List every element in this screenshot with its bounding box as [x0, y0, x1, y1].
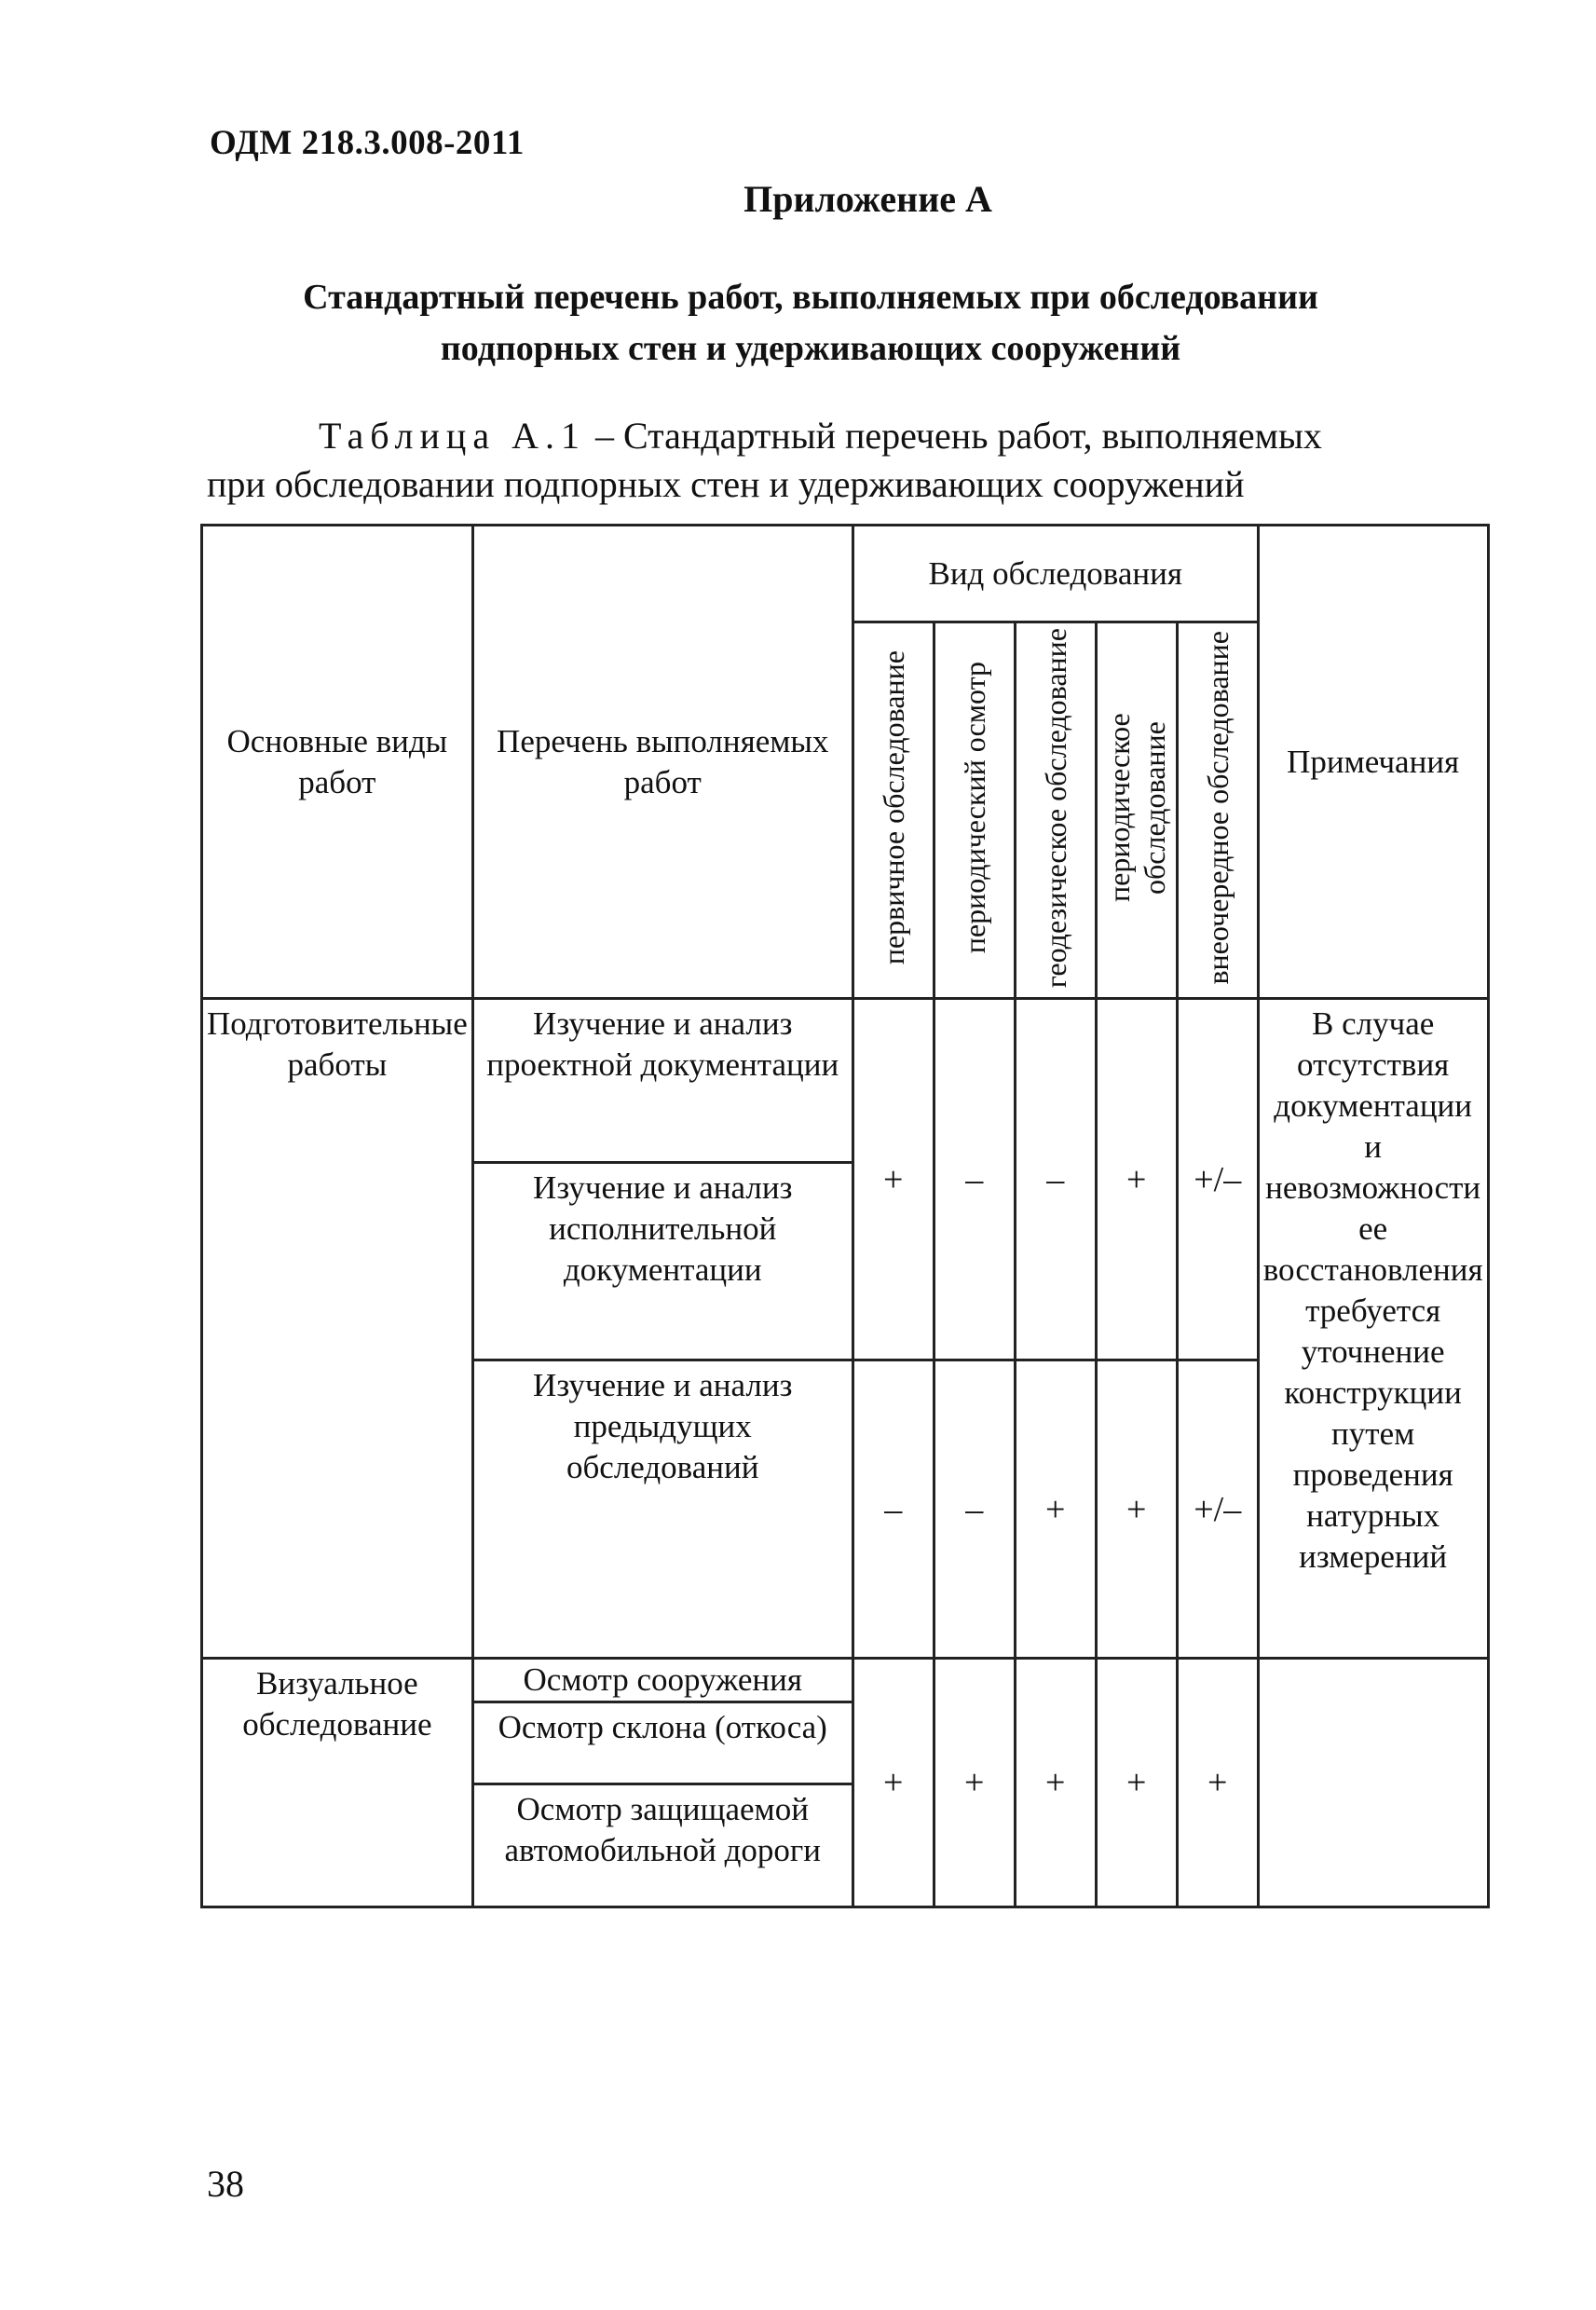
header-survey-col-2 [934, 622, 1015, 999]
mark-cell: + [1096, 999, 1177, 1360]
header-survey-col-4 [1096, 622, 1177, 999]
survey-col-label: периодическое обследование [1101, 713, 1171, 903]
work-cell: Осмотр защищаемой автомобильной дороги [472, 1784, 853, 1907]
mark-cell: + [934, 1659, 1015, 1907]
survey-col-label: внеочередное обследование [1200, 631, 1235, 985]
work-cell: Осмотр сооружения [472, 1659, 853, 1702]
mark-cell: – [853, 1360, 934, 1659]
mark-cell: + [853, 999, 934, 1360]
header-survey-type: Вид обследования [853, 526, 1258, 622]
mark-cell: + [1015, 1360, 1096, 1659]
heading-line-2: подпорных стен и удерживающих сооружений [440, 329, 1181, 368]
mark-cell: – [934, 999, 1015, 1360]
main-type-cell: Визуальное обследование [202, 1659, 473, 1907]
work-cell: Изучение и анализ проектной документации [472, 999, 853, 1163]
header-survey-col-5 [1177, 622, 1258, 999]
page-number: 38 [207, 2163, 244, 2205]
note-cell: В случае отсутствия документации и невозможности ее восстановления требуется уточнение конструкции путем проведения натурных измерений [1258, 999, 1488, 1659]
mark-cell: – [934, 1360, 1015, 1659]
header-survey-col-1 [853, 622, 934, 999]
main-type-cell: Подготовительные работы [202, 999, 473, 1659]
document-code: ОДМ 218.3.008-2011 [210, 124, 525, 162]
caption-line-1 [207, 412, 1409, 460]
appendix-title: Приложение А [743, 178, 992, 220]
work-cell: Изучение и анализ исполнительной документации [472, 1163, 853, 1360]
page-heading [205, 272, 1416, 375]
caption-text-part1: – Стандартный перечень работ, выполняемых [585, 415, 1322, 457]
mark-cell: + [1015, 1659, 1096, 1907]
header-survey-col-3 [1015, 622, 1096, 999]
mark-cell: + [853, 1659, 934, 1907]
caption-text-part2: при обследовании подпорных стен и удерживающих сооружений [207, 463, 1245, 505]
note-cell [1258, 1659, 1488, 1907]
table-row [202, 999, 1489, 1163]
header-works-list: Перечень выполняемых работ [472, 526, 853, 999]
header-notes: Примечания [1258, 526, 1488, 999]
survey-works-table [200, 524, 1490, 1908]
mark-cell: + [1096, 1360, 1177, 1659]
table-caption [207, 412, 1409, 509]
survey-col-label: периодический осмотр [957, 662, 991, 954]
mark-cell: +/– [1177, 1360, 1258, 1659]
mark-cell: +/– [1177, 999, 1258, 1360]
survey-col-label: первичное обследование [876, 650, 910, 965]
work-cell: Изучение и анализ предыдущих обследований [472, 1360, 853, 1659]
header-main-types: Основные виды работ [202, 526, 473, 999]
survey-col-label: геодезическое обследование [1038, 627, 1072, 989]
table-row [202, 1659, 1489, 1702]
caption-label: Таблица А.1 [319, 415, 586, 457]
header-row-1 [202, 526, 1489, 622]
heading-line-1: Стандартный перечень работ, выполняемых при обследовании [303, 278, 1318, 317]
mark-cell: + [1096, 1659, 1177, 1907]
mark-cell: – [1015, 999, 1096, 1360]
mark-cell: + [1177, 1659, 1258, 1907]
work-cell: Осмотр склона (откоса) [472, 1702, 853, 1784]
